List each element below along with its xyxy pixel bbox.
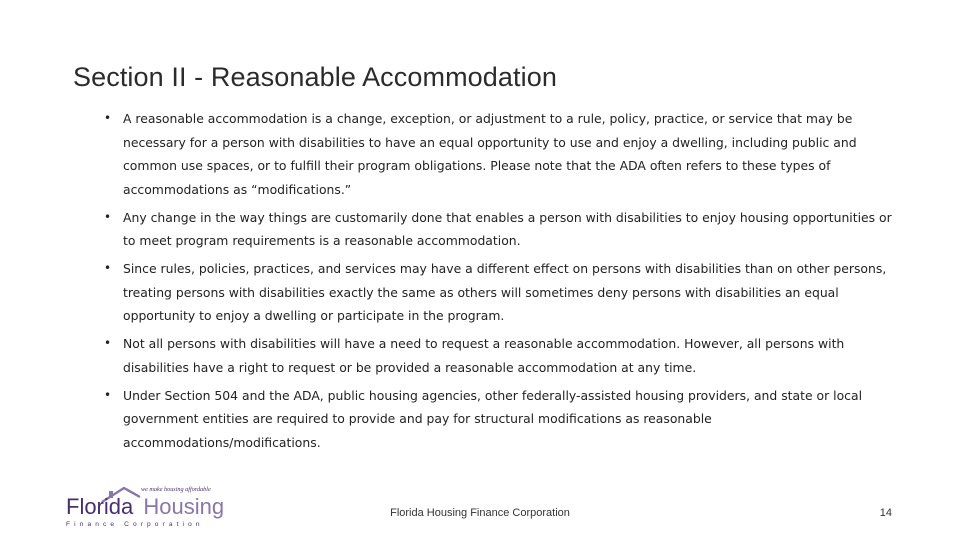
bullet-text: Since rules, policies, practices, and services may have a different effect on persons with disabilities than on other persons, treating persons with disabilities exactly the same as others will sometimes deny persons with disabilities an equal opportunity to enjoy a dwelling or participate in the program.: [123, 261, 887, 323]
bullet-marker: •: [104, 111, 112, 125]
logo-tagline: we make housing affordable: [141, 486, 211, 493]
logo-subtitle: Finance Corporation: [66, 521, 204, 528]
bullet-marker: •: [104, 261, 112, 275]
footer-text: Florida Housing Finance Corporation: [390, 507, 570, 519]
bullet-item: [104, 332, 904, 379]
slide-title: Section II - Reasonable Accommodation: [73, 62, 557, 92]
bullet-item: [104, 257, 904, 328]
bullet-marker: •: [104, 387, 112, 402]
bullet-item: [104, 384, 904, 455]
page-number: 14: [879, 507, 892, 519]
bullet-marker: •: [104, 336, 112, 350]
bullet-text: Any change in the way things are customarily done that enables a person with disabilities to enjoy housing opportunities or to meet program requirements is a reasonable accommodation.: [123, 209, 892, 248]
logo-name-housing: Housing: [143, 494, 225, 519]
bullet-text: A reasonable accommodation is a change, exception, or adjustment to a rule, policy, practice, or service that may be necessary for a person with disabilities to have an equal opportunity to use and enjoy a dwelling, including public and common use spaces, or to fulfill their program obligations. Please note that the ADA often refers to these types of accommodations as “modifications.”: [123, 111, 857, 197]
florida-housing-logo: [64, 482, 229, 528]
bullet-item: [104, 206, 904, 253]
svg-text:Florida Housing: [66, 494, 224, 519]
bullet-marker: •: [104, 209, 112, 224]
bullet-item: [104, 107, 904, 201]
bullet-text: Not all persons with disabilities will have a need to request a reasonable accommodation. However, all persons with disabilities have a right to request or be provided a reasonable accommodation at any time.: [123, 336, 845, 375]
logo-name-florida: Florida: [66, 494, 134, 519]
bullet-text: Under Section 504 and the ADA, public housing agencies, other federally-assisted housing providers, and state or local government entities are required to provide and pay for structural modifications as reasonable accommodations/modifications.: [123, 387, 863, 450]
bullet-list: [104, 107, 904, 459]
